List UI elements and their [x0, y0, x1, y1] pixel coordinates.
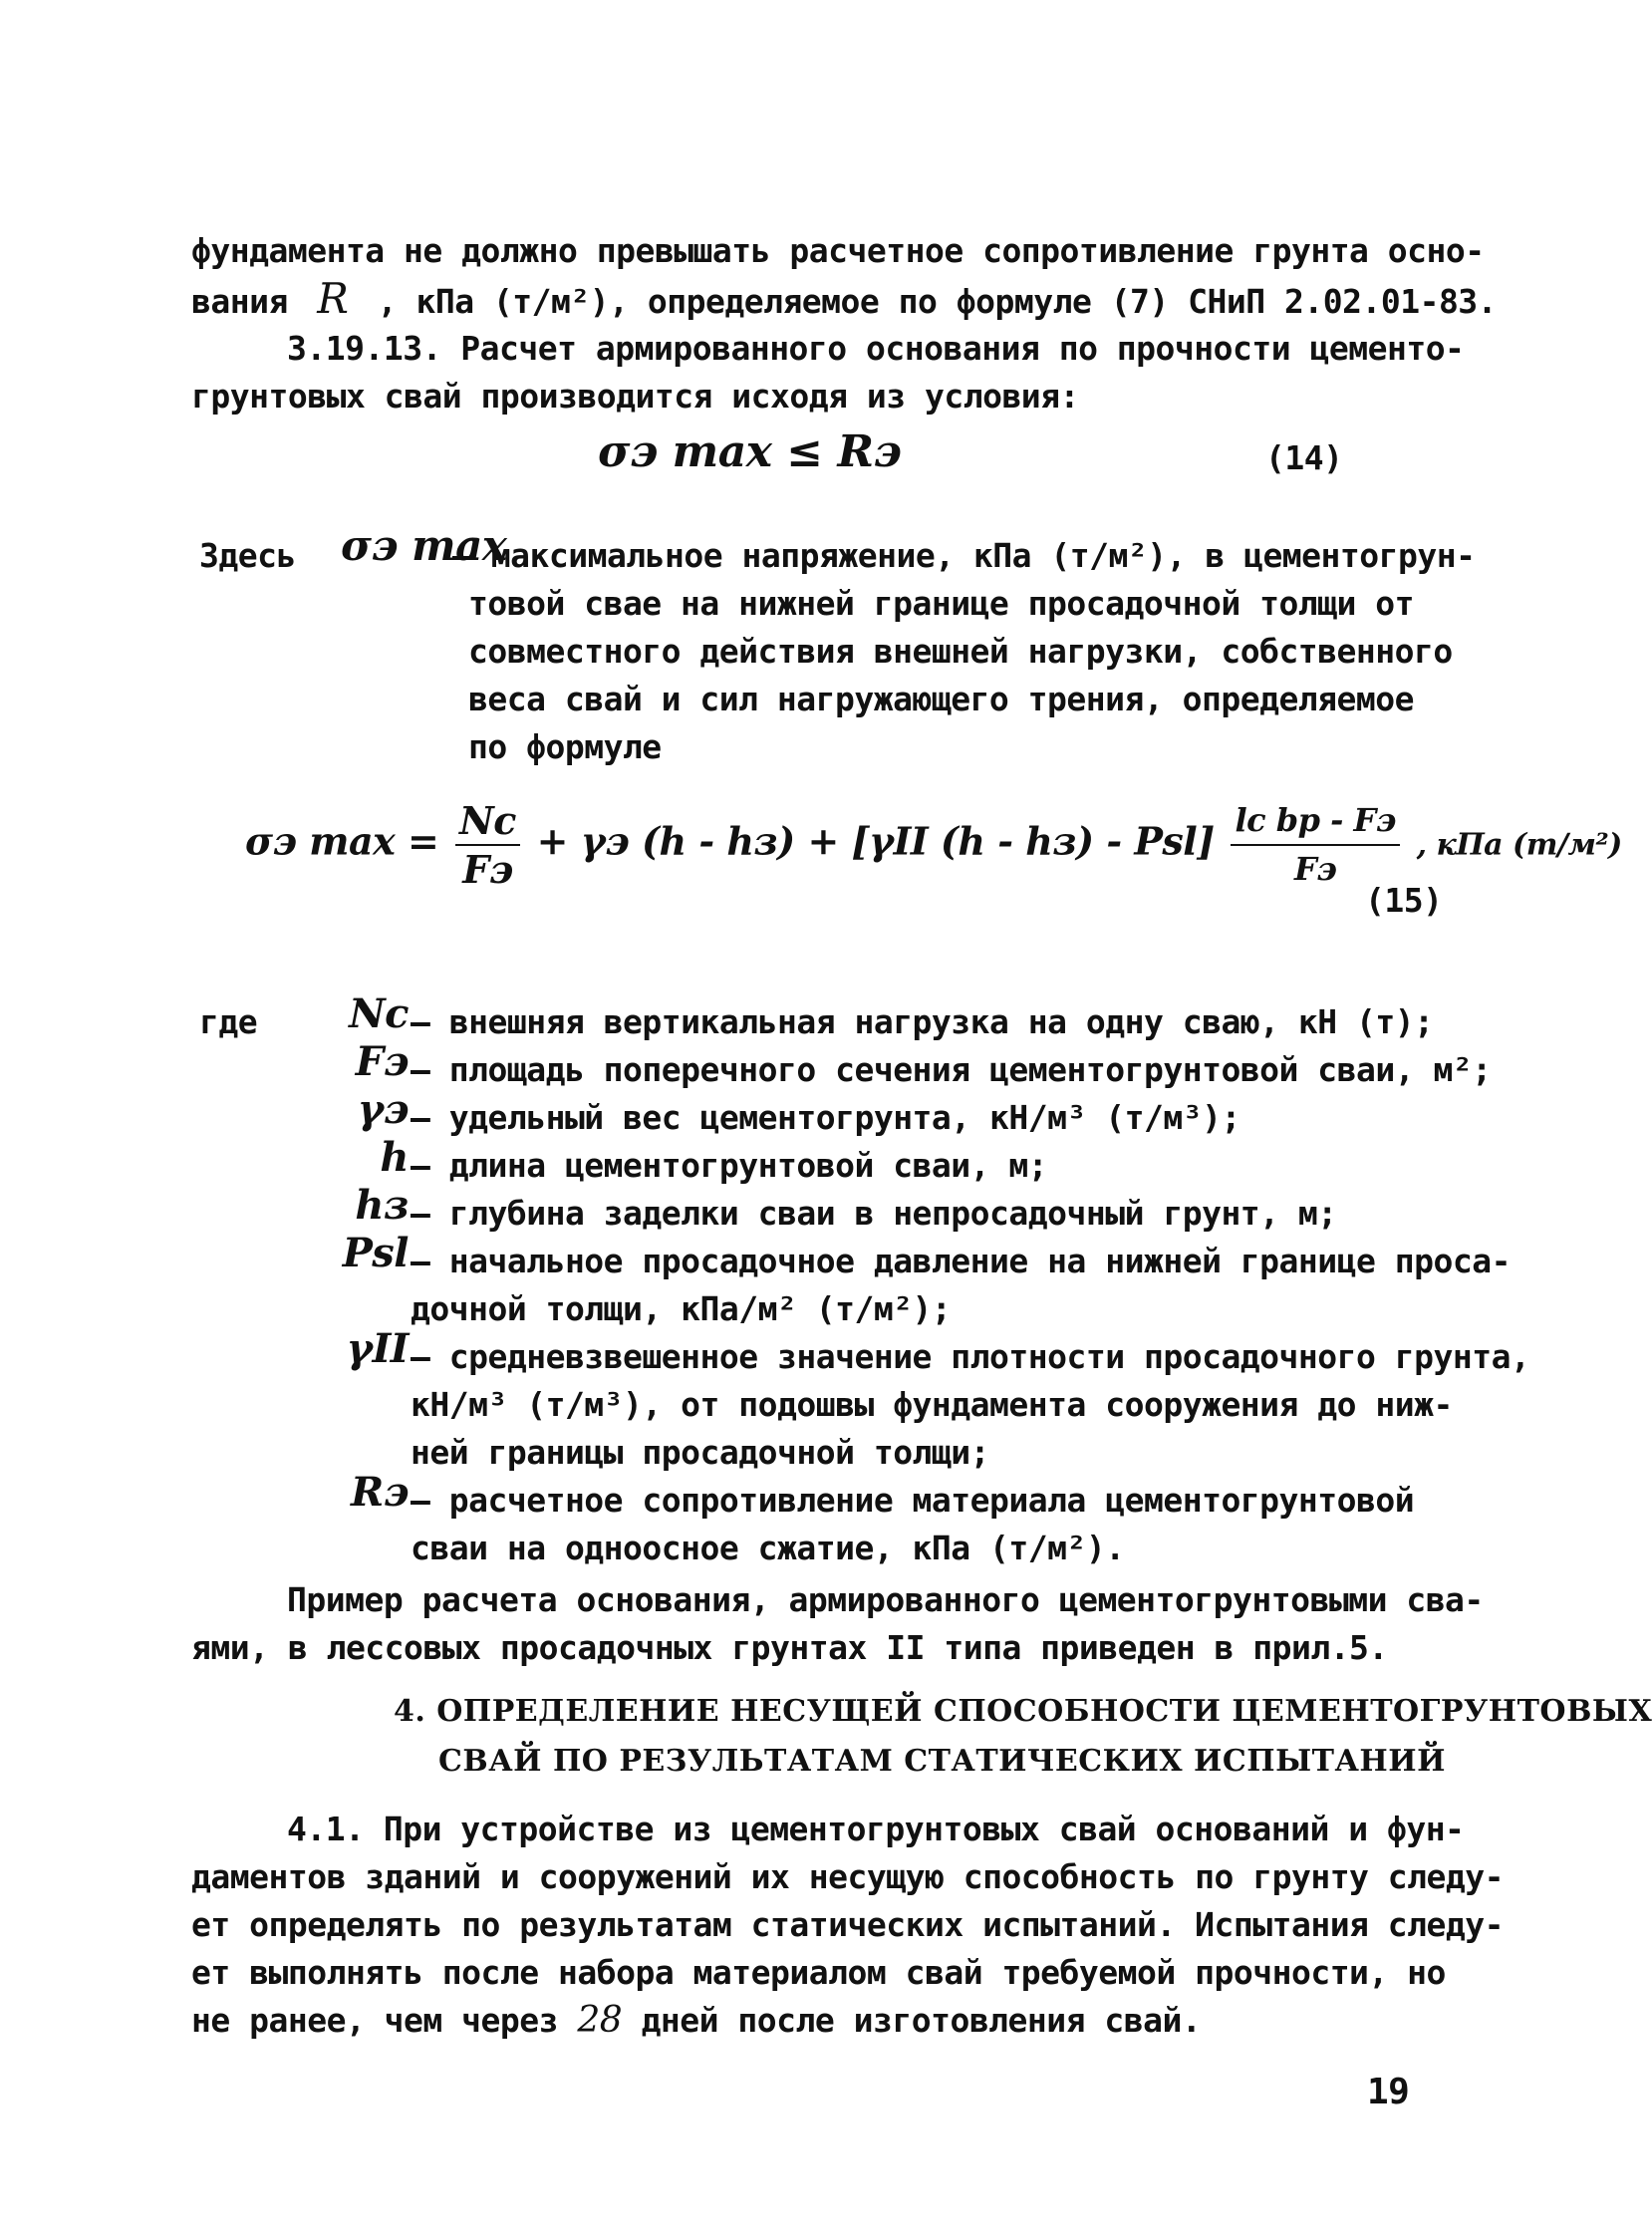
definition-text: – удельный вес цементогрунта, кН/м³ (т/м³); — [411, 1098, 1240, 1137]
symbol-R: R — [317, 274, 349, 323]
text-line: по формуле — [468, 727, 662, 766]
text-line: ет определять по результатам статических испытаний. Испытания следу- — [191, 1905, 1505, 1944]
equation-number: (14) — [1265, 438, 1343, 477]
fraction-denominator: Fэ — [462, 847, 513, 892]
definition-symbol: Psl — [342, 1230, 409, 1276]
text-line: грунтовых свай производится исходя из условия: — [191, 377, 1079, 416]
definition-text: – внешняя вертикальная нагрузка на одну сваю, кН (т); — [411, 1002, 1434, 1041]
fraction-denominator: Fэ — [1293, 850, 1337, 888]
text-line — [191, 275, 1497, 325]
definition-text: – расчетное сопротивление материала цементогрунтовой — [411, 1481, 1415, 1520]
definition-symbol: γII — [346, 1325, 409, 1372]
fraction-nc-fe — [455, 797, 520, 893]
section-heading: СВАЙ ПО РЕЗУЛЬТАТАМ СТАТИЧЕСКИХ ИСПЫТАНИЙ — [438, 1744, 1446, 1779]
text-line: 4.1. При устройстве из цементогрунтовых свай оснований и фун- — [287, 1810, 1465, 1848]
text-line: товой сваe на нижней границе просадочной толщи от — [468, 584, 1415, 623]
formula-relation: ≤ — [786, 426, 823, 477]
definition-text: сваи на одноосное сжатие, кПа (т/м²). — [411, 1529, 1125, 1567]
text-fragment: , кПа (т/м²), определяемое по формуле (7) СНиП 2.02.01-83. — [377, 282, 1498, 321]
text-line: фундамента не должно превышать расчетное сопротивление грунта осно- — [191, 231, 1485, 270]
formula-rhs: Rэ — [837, 426, 902, 477]
definition-text: – средневзвешенное значение плотности просадочного грунта, — [411, 1337, 1530, 1376]
definition-symbol: Nc — [349, 990, 409, 1037]
definition-symbol: Fэ — [355, 1038, 409, 1085]
text-line: совместного действия внешней нагрузки, собственного — [468, 632, 1453, 671]
definition-text: – длина цементогрунтовой сваи, м; — [411, 1146, 1048, 1185]
text-fragment: дней после изготовления свай. — [641, 2001, 1202, 2040]
text-line: ет выполнять после набора материалом свай требуемой прочности, но — [191, 1953, 1446, 1992]
formula-lhs: σэ max — [598, 426, 772, 477]
equation-number: (15) — [1365, 881, 1443, 920]
formula-term: + γэ (h - hз) + [γII (h - hз) - Psl] — [536, 818, 1215, 864]
definition-symbol: Rэ — [350, 1469, 409, 1516]
definition-text: – площадь поперечного сечения цементогрунтовой сваи, м²; — [411, 1050, 1492, 1089]
formula-14 — [598, 428, 901, 475]
definition-symbol: hз — [355, 1182, 409, 1229]
page-number: 19 — [1367, 2072, 1410, 2112]
definition-text: – начальное просадочное давление на нижней границе проса- — [411, 1242, 1511, 1280]
definition-text: ней границы просадочной толщи; — [411, 1433, 990, 1472]
text-fragment: не ранее, чем через — [191, 2001, 558, 2040]
text-line: веса свай и сил нагружающего трения, определяемое — [468, 680, 1415, 718]
formula-unit: , кПа (т/м²) — [1416, 827, 1622, 863]
fraction-numerator: Nc — [455, 797, 520, 846]
definition-text: – глубина заделки сваи в непросадочный грунт, м; — [411, 1194, 1337, 1233]
text-number: 28 — [577, 2000, 623, 2041]
label-zdes: Здесь — [199, 536, 296, 575]
text-line: даментов зданий и сооружений их несущую способность по грунту следу- — [191, 1857, 1505, 1896]
text-line — [191, 1997, 1201, 2044]
text-line: ями, в лессовых просадочных грунтах II типа приведен в прил.5. — [191, 1628, 1388, 1667]
definition-text: дочной толщи, кПа/м² (т/м²); — [411, 1289, 952, 1328]
text-line: – максимальное напряжение, кПа (т/м²), в цементогрун- — [452, 536, 1476, 575]
formula-lhs: σэ max = — [245, 818, 439, 864]
symbol-sigma-max: σэ max — [341, 521, 507, 570]
section-heading: 4. ОПРЕДЕЛЕНИЕ НЕСУЩЕЙ СПОСОБНОСТИ ЦЕМЕНТОГРУНТОВЫХ — [394, 1694, 1652, 1729]
text-fragment: вания — [191, 282, 288, 321]
text-line: Пример расчета основания, армированного цементогрунтовыми сва- — [287, 1580, 1484, 1619]
definition-text: кН/м³ (т/м³), от подошвы фундамента сооружения до ниж- — [411, 1385, 1453, 1424]
definition-symbol: h — [380, 1134, 409, 1181]
fraction-numerator: lc bp - Fэ — [1231, 797, 1399, 846]
label-gde: где — [199, 1002, 258, 1041]
definition-symbol: γэ — [357, 1086, 409, 1133]
text-line: 3.19.13. Расчет армированного основания по прочности цементо- — [287, 329, 1465, 368]
